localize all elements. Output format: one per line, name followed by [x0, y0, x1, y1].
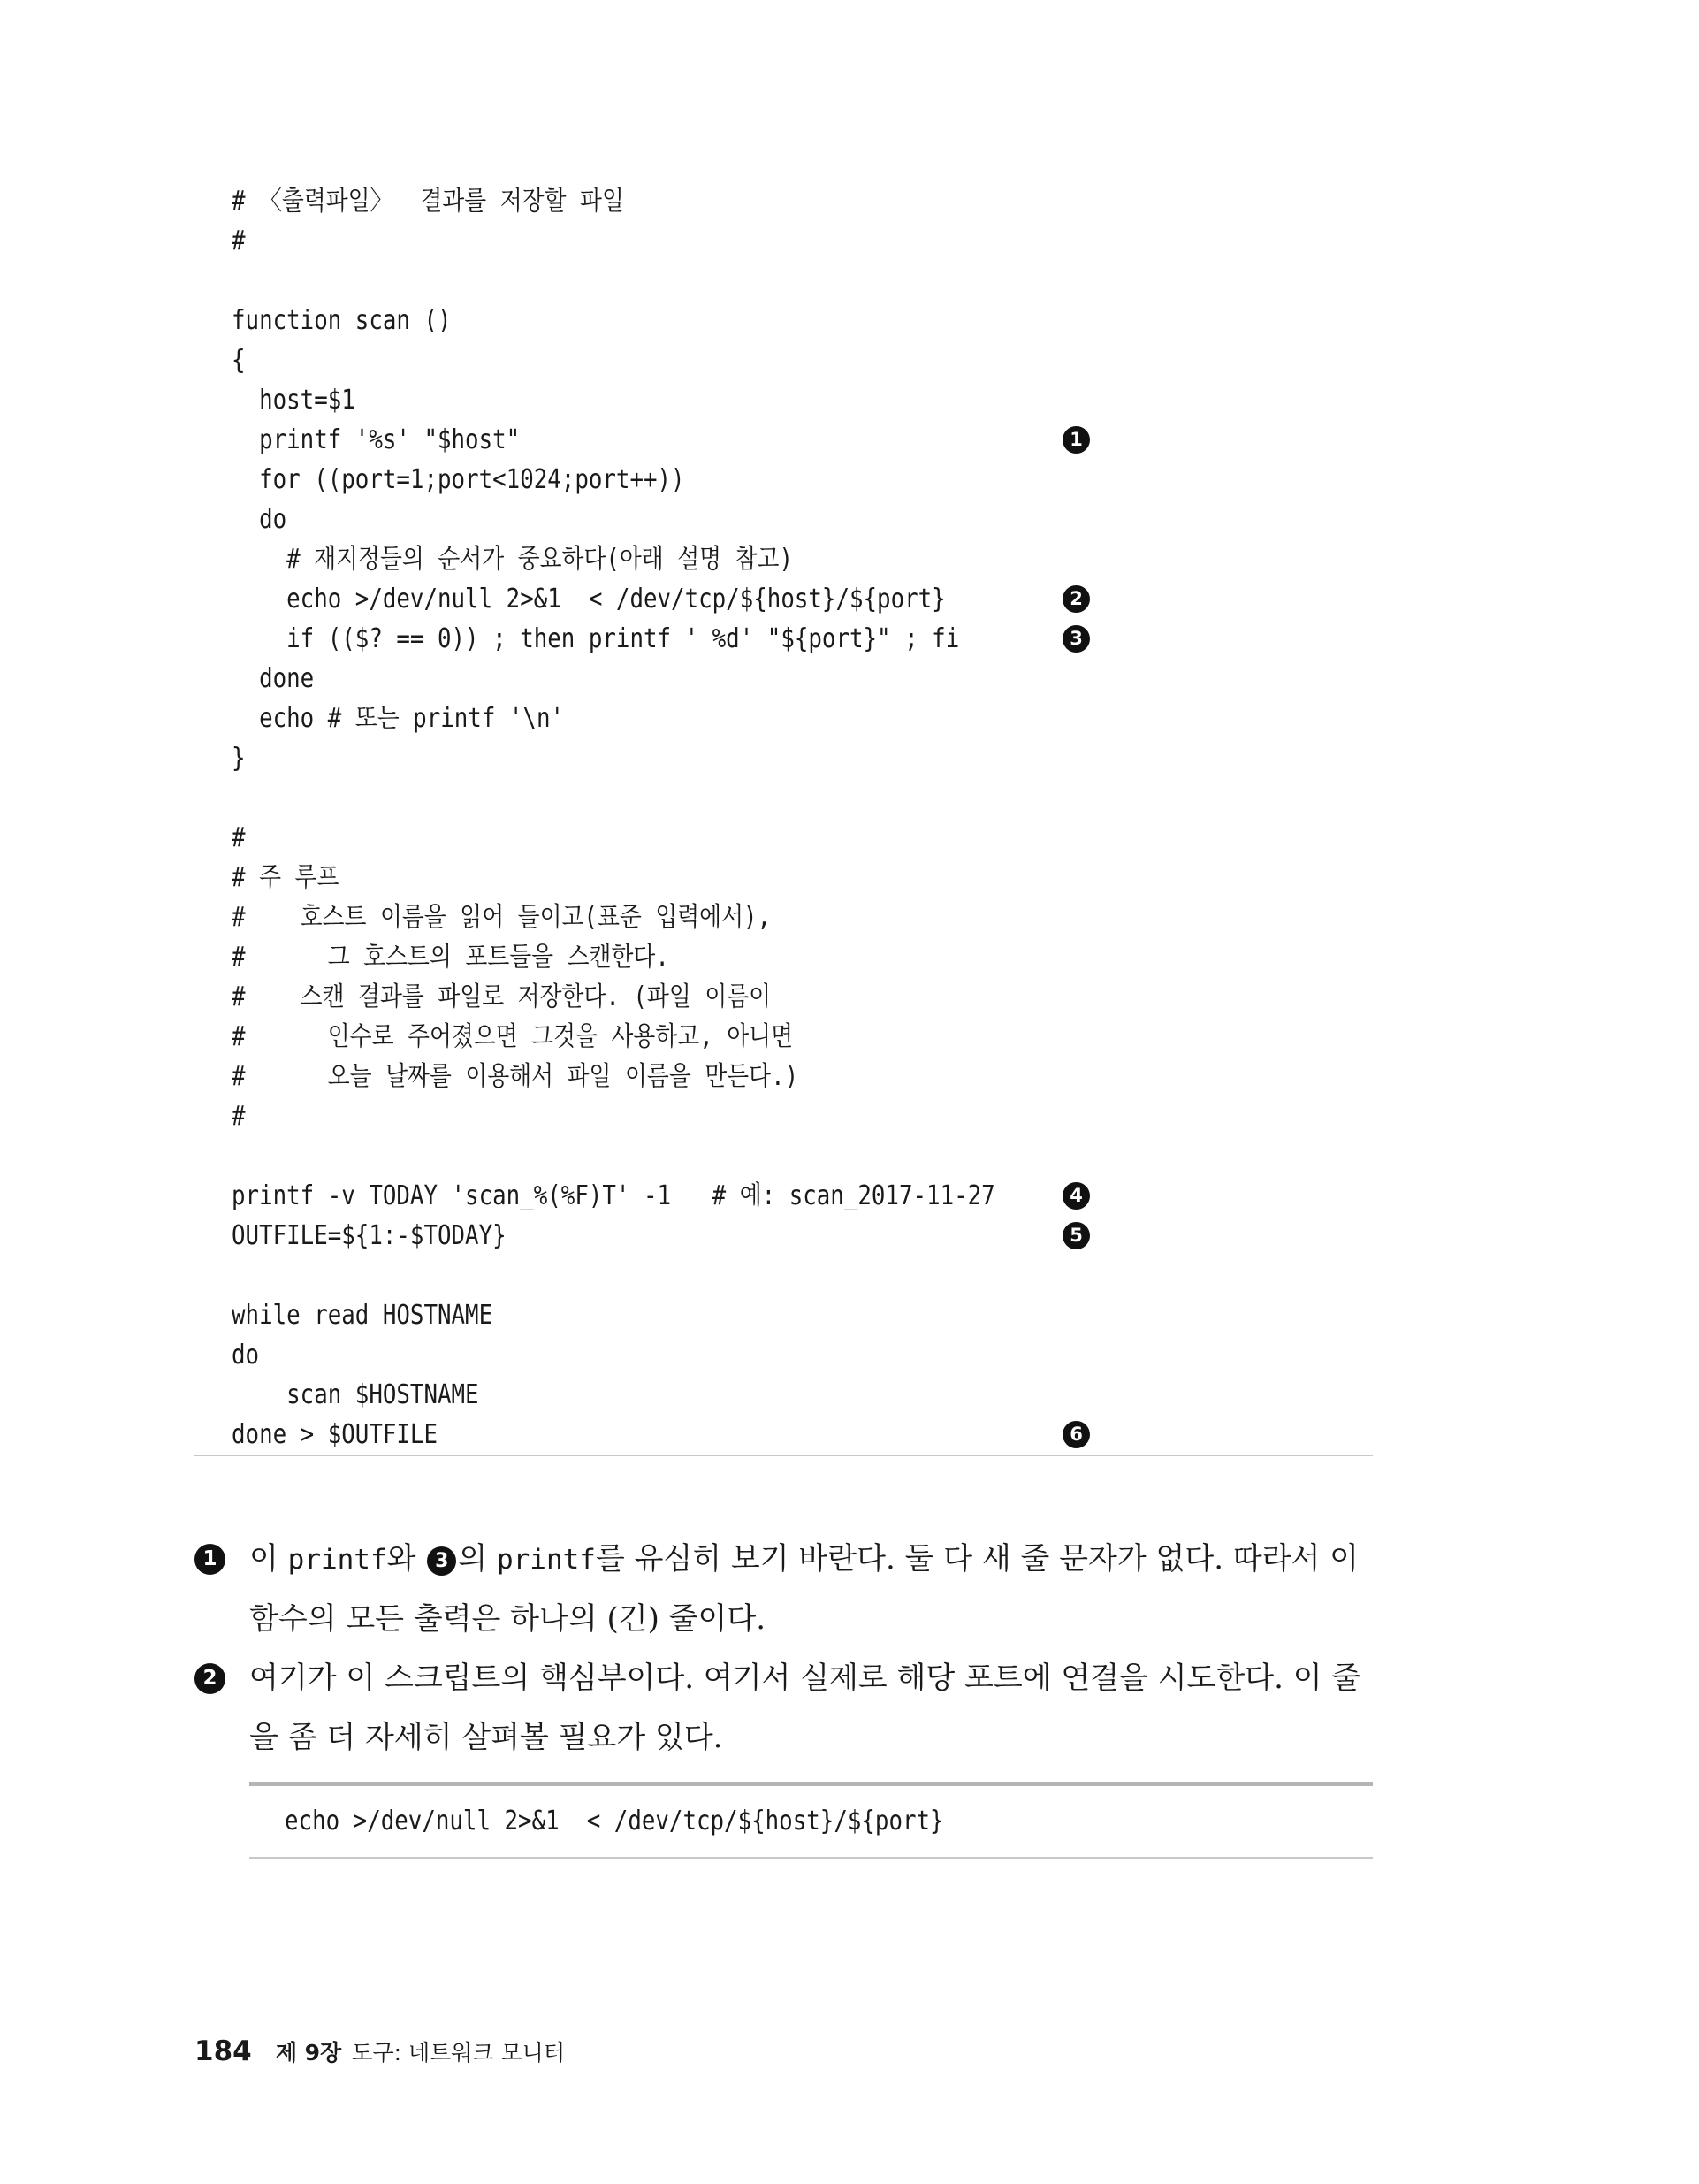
code-line: [232, 659, 1107, 699]
callout-marker-2: 2: [1063, 585, 1090, 613]
code-line: [232, 1057, 1107, 1096]
annotation-item: [194, 1649, 1379, 1768]
code-line-text: # 인수로 주어졌으면 그것을 사용하고, 아니면: [232, 1021, 794, 1052]
code-line: [232, 1295, 1107, 1335]
code-line-text: echo # 또는 printf '\n': [232, 703, 565, 734]
chapter-title: 도구: 네트워크 모니터: [351, 2040, 565, 2066]
code-line-text: # 그 호스트의 포트들을 스캔한다.: [232, 942, 669, 973]
code-line: [232, 460, 1107, 500]
code-line-text: # 주 루프: [232, 862, 339, 893]
code-line-text: echo >/dev/null 2>&1 < /dev/tcp/${host}/${port}: [232, 584, 946, 615]
page-number: 184: [194, 2035, 252, 2067]
code-line-text: host=$1: [232, 385, 355, 416]
inline-code: printf: [287, 1544, 387, 1576]
code-line: [232, 261, 1107, 301]
callout-reference-3: 3: [427, 1546, 456, 1576]
page-footer: [194, 2034, 565, 2069]
chapter-label: 제 9장: [275, 2040, 342, 2066]
code-snippet-box: [249, 1782, 1373, 1859]
code-line: [232, 1096, 1107, 1136]
code-line: [232, 1176, 1107, 1216]
code-line-text: done: [232, 663, 315, 694]
code-line: [232, 1136, 1107, 1176]
code-line-text: {: [232, 345, 246, 376]
annotation-list: [194, 1530, 1379, 1768]
annotation-text: 와: [386, 1541, 426, 1577]
code-line-text: # 재지정들의 순서가 중요하다(아래 설명 참고): [232, 544, 794, 575]
callout-marker-2: 2: [194, 1663, 225, 1694]
callout-marker-4: 4: [1063, 1182, 1090, 1210]
code-line: [232, 1216, 1107, 1256]
code-line: [232, 340, 1107, 380]
code-line-text: # 〈출력파일〉 결과를 저장할 파일: [232, 186, 624, 217]
code-line-text: OUTFILE=${1:-$TODAY}: [232, 1220, 507, 1251]
code-line-text: #: [232, 822, 246, 853]
annotation-text: 를 유심히 보기 바란다. 둘 다 새 줄 문자가 없다. 따라서 이 함수의 모든 출력은 하나의 (긴) 줄이다.: [249, 1541, 1360, 1637]
code-line-text: function scan (): [232, 305, 452, 336]
inline-code: printf: [496, 1544, 596, 1576]
code-line-text: # 오늘 날짜를 이용해서 파일 이름을 만든다.): [232, 1061, 799, 1092]
code-line: [232, 301, 1107, 340]
code-line-text: }: [232, 743, 246, 774]
code-line: [232, 420, 1107, 460]
code-line-text: do: [232, 504, 287, 535]
code-line: [232, 579, 1107, 619]
callout-marker-1: 1: [1063, 426, 1090, 454]
callout-marker-3: 3: [1063, 625, 1090, 653]
code-line: [232, 380, 1107, 420]
code-line-text: done > $OUTFILE: [232, 1419, 438, 1450]
annotation-text: 의: [458, 1541, 497, 1577]
annotation-text: 여기가 이 스크립트의 핵심부이다. 여기서 실제로 해당 포트에 연결을 시도한다. 이 줄을 좀 더 자세히 살펴볼 필요가 있다.: [249, 1661, 1361, 1755]
code-line-text: printf '%s' "$host": [232, 424, 521, 455]
code-line: [232, 1256, 1107, 1295]
code-line: [232, 1335, 1107, 1375]
code-line-text: #: [232, 225, 246, 256]
annotation-text: 이: [249, 1541, 288, 1577]
callout-marker-1: 1: [194, 1544, 225, 1575]
callout-marker-6: 6: [1063, 1421, 1090, 1448]
code-line-text: # 스캔 결과를 파일로 저장한다. (파일 이름이: [232, 981, 772, 1012]
code-line: [232, 221, 1107, 261]
code-line: [232, 1415, 1107, 1455]
code-line: [232, 1017, 1107, 1057]
code-line: [232, 977, 1107, 1017]
annotation-item: [194, 1530, 1379, 1649]
code-line: [232, 897, 1107, 937]
code-line-text: # 호스트 이름을 읽어 들이고(표준 입력에서),: [232, 902, 772, 933]
code-line: [232, 539, 1107, 579]
code-line-text: scan $HOSTNAME: [232, 1379, 479, 1410]
callout-marker-5: 5: [1063, 1222, 1090, 1249]
code-line: [232, 818, 1107, 858]
code-line: [232, 738, 1107, 778]
code-line-text: for ((port=1;port<1024;port++)): [232, 464, 685, 495]
code-listing-divider: [194, 1455, 1373, 1456]
code-line-text: while read HOSTNAME: [232, 1300, 493, 1331]
code-line: [232, 181, 1107, 221]
code-line: [232, 500, 1107, 539]
code-snippet: echo >/dev/null 2>&1 < /dev/tcp/${host}/${port}: [285, 1806, 944, 1837]
code-line-text: do: [232, 1340, 260, 1371]
code-line-text: #: [232, 1101, 246, 1132]
code-line: [232, 1375, 1107, 1415]
code-line: [232, 778, 1107, 818]
code-line-text: printf -v TODAY 'scan_%(%F)T' -1 # 예: scan_2017-11-27: [232, 1180, 995, 1211]
code-line: [232, 858, 1107, 897]
code-line: [232, 619, 1107, 659]
code-line-text: if (($? == 0)) ; then printf ' %d' "${port}" ; fi: [232, 623, 960, 654]
code-line: [232, 937, 1107, 977]
code-listing: [232, 181, 1107, 1455]
code-line: [232, 699, 1107, 738]
